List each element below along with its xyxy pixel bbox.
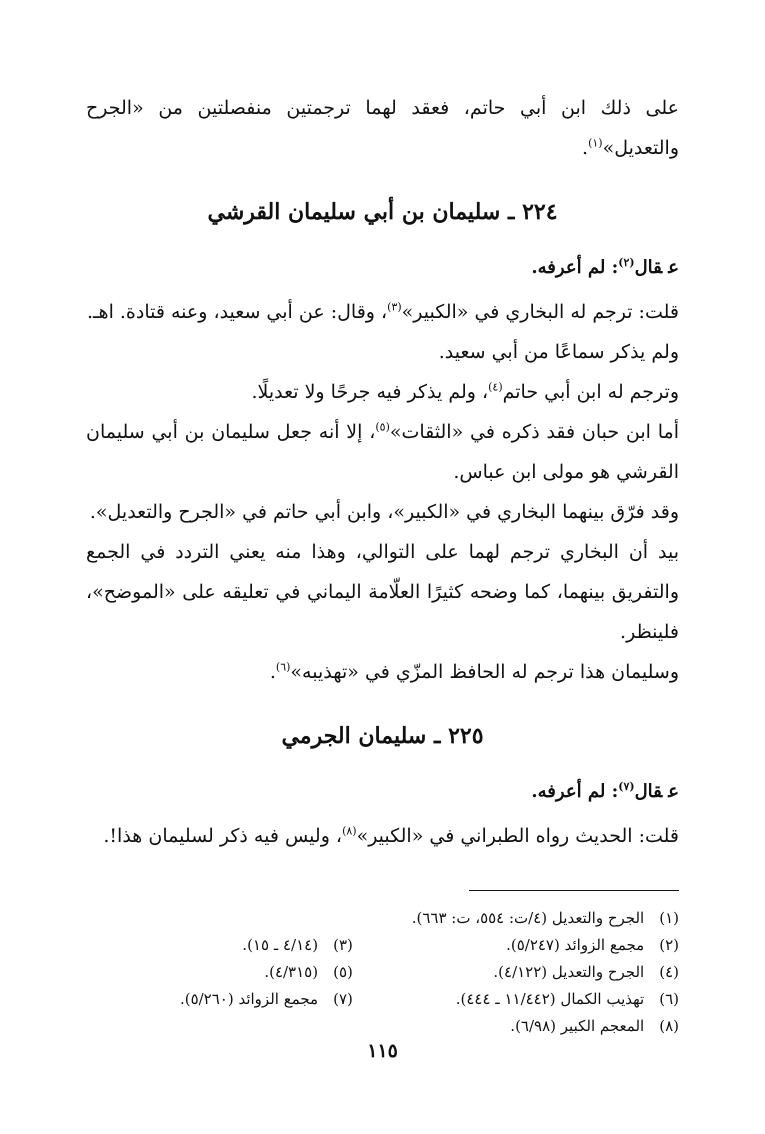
footnote-5	[86, 959, 353, 986]
footnote-ref: (٧)	[618, 780, 635, 793]
punctuation: .	[582, 137, 589, 159]
paragraph-continuation	[86, 88, 679, 168]
entry-heading-225: ٢٢٥ ـ سليمان الجرمي	[281, 723, 484, 749]
footnote-ref: (٨)	[342, 824, 357, 838]
paragraph	[86, 372, 679, 412]
footnote-ref: (٦)	[275, 660, 291, 674]
footnote-row	[86, 986, 679, 1013]
paragraph-text: ، وليس فيه ذكر لسليمان هذا!.	[103, 825, 343, 847]
footnote-text: المعجم الكبير (٦/٩٨).	[510, 1017, 645, 1035]
footnote-text: مجمع الزوائد (٥/٢٤٧).	[506, 936, 645, 954]
footnote-number: (٦)	[659, 990, 679, 1008]
paragraph-text: ، إلا أنه جعل سليمان بن أبي سليمان القرشي هو مولى ابن عباس.	[86, 421, 679, 483]
footnote-ref: (٥)	[375, 420, 390, 434]
paragraph: وقد فرّق بينهما البخاري في «الكبير»، وابن أبي حاتم في «الجرح والتعديل».	[89, 501, 679, 523]
footnote-row	[86, 959, 679, 986]
footnote-7	[86, 986, 353, 1013]
footnote-3	[86, 932, 353, 959]
qal-text: : لم أعرفه.	[531, 781, 619, 802]
qal-line	[86, 774, 679, 810]
footnote-text: (٤/٣١٥).	[264, 963, 319, 981]
footnote-text: تهذيب الكمال (١١/٤٤٢ ـ ٤٤٤).	[455, 990, 645, 1008]
footnote-divider	[469, 890, 679, 891]
footnote-ref: (٤)	[488, 380, 503, 394]
footnote-1	[353, 905, 679, 932]
footnote-number: (٤)	[659, 963, 679, 981]
paragraph-text: أما ابن حبان فقد ذكره في «الثقات»	[389, 421, 679, 443]
footnote-ref: (١)	[588, 136, 603, 150]
footnote-4	[353, 959, 679, 986]
footnote-6	[353, 986, 679, 1013]
page-number: ١١٥	[367, 1040, 398, 1062]
qal-label: قال	[634, 257, 663, 278]
paragraph	[86, 816, 679, 856]
entry-heading-224: ٢٢٤ ـ سليمان بن أبي سليمان القرشي	[207, 199, 558, 225]
footnote-text: مجمع الزوائد (٥/٢٦٠).	[179, 990, 319, 1008]
qal-line	[86, 250, 679, 286]
footnote-8	[353, 1013, 679, 1040]
punctuation: .	[269, 661, 276, 683]
footnote-number: (٥)	[333, 963, 353, 981]
paragraph: ولم يذكر سماعًا من أبي سعيد.	[438, 341, 679, 363]
footnote-row	[86, 1013, 679, 1040]
qal-label: قال	[634, 781, 663, 802]
paragraph-text: ، ولم يذكر فيه جرحًا ولا تعديلًا.	[251, 381, 489, 403]
footnote-text: (٤/١٤ ـ ١٥).	[242, 936, 319, 954]
paragraph	[86, 412, 679, 492]
footnote-2	[353, 932, 679, 959]
footnote-ref: (٢)	[618, 256, 635, 269]
paragraph: بيد أن البخاري ترجم لهما على التوالي، وهذا منه يعني التردد في الجمع والتفريق بينهما، كما وضحه كثيرًا العلّامة اليماني في تعليقه على «الموضح»، فلينظر.	[86, 541, 679, 643]
footnote-number: (١)	[659, 909, 679, 927]
footnote-text: الجرح والتعديل (٤/١٢٢).	[493, 963, 645, 981]
footnote-text: الجرح والتعديل (٤/ت: ٥٥٤، ت: ٦٦٣).	[411, 909, 645, 927]
footnote-ref: (٣)	[387, 300, 402, 314]
footnote-number: (٢)	[659, 936, 679, 954]
paragraph-text: قلت: ترجم له البخاري في «الكبير»	[401, 301, 679, 323]
footnote-number: (٧)	[333, 990, 353, 1008]
paragraph-text: ، وقال: عن أبي سعيد، وعنه قتادة. اهـ.	[86, 301, 388, 323]
paragraph-text: وترجم له ابن أبي حاتم	[502, 381, 679, 403]
symbol-mark: ع	[668, 257, 679, 278]
footnotes	[86, 905, 679, 1040]
footnote-row	[86, 905, 679, 932]
symbol-mark: ع	[668, 781, 679, 802]
paragraph	[86, 292, 679, 332]
footnote-number: (٨)	[659, 1017, 679, 1035]
paragraph-text: وسليمان هذا ترجم له الحافظ المزّي في «تهذيبه»	[290, 661, 679, 683]
paragraph-text: على ذلك ابن أبي حاتم، فعقد لهما ترجمتين منفصلتين من «الجرح والتعديل»	[86, 97, 679, 159]
paragraph	[86, 652, 679, 692]
qal-text: : لم أعرفه.	[531, 257, 619, 278]
footnote-row	[86, 932, 679, 959]
paragraph-text: قلت: الحديث رواه الطبراني في «الكبير»	[356, 825, 679, 847]
footnote-number: (٣)	[333, 936, 353, 954]
